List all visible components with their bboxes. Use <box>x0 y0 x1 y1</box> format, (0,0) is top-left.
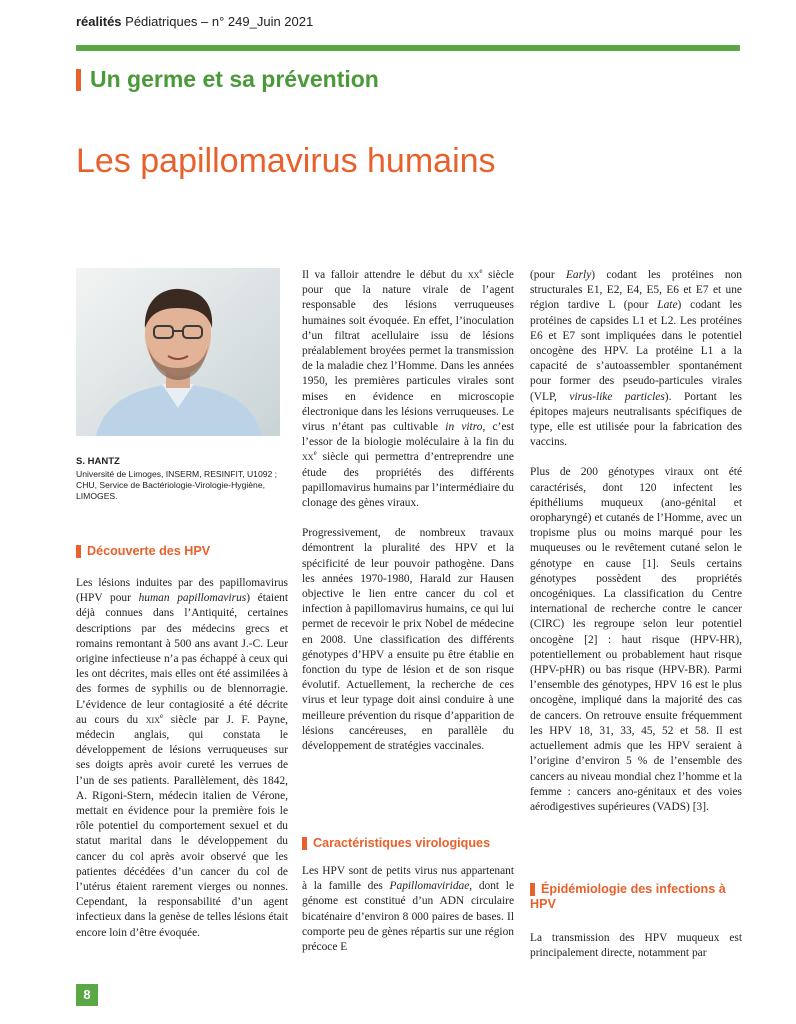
rubric-label: Un germe et sa prévention <box>90 66 379 92</box>
page-number: 8 <box>76 984 98 1006</box>
author-name: S. HANTZ <box>76 456 120 467</box>
author-photo <box>76 268 280 436</box>
paragraph: Les HPV sont de petits virus nus appartenant à la famille des Papillomaviridae, dont le génome est constitué d’un ADN circulaire bicaténaire d’environ 8 000 paires de bases. Il comporte peu de gènes répartis sur une région précoce E <box>302 865 515 954</box>
section-heading-decouverte: Découverte des HPV <box>76 544 288 559</box>
section-marker <box>302 837 307 850</box>
column-3 <box>530 268 742 815</box>
journal-name: réalités <box>76 14 122 29</box>
paragraph: Les lésions induites par des papillomavirus (HPV pour human papillomavirus) étaient déjà connues dans l’Antiquité, certaines descriptions par des médecins grecs et romains remontant à 500 ans avant J.-C. Leur origine infectieuse n’a pas échappé à ceux qui les ont décrites, mais elles ont été assimilées à des formes de syphilis ou de blennorragie. L’évidence de leur contagiosité a été décrite au cours du xix$^e$ siècle par J. F. Payne, médecin anglais, qui constata le développement de lésions verruqueuses sur ses doigts après avoir cureté les verrues de l’un de ses patients. Parallèlement, dès 1842, A. Rigoni-Stern, médecin italien de Vérone, mettait en évidence pour la première fois le rôle potentiel du comportement sexuel et du statut marital dans le développement du cancer du col après avoir observé que les patientes décédées d’un cancer du col de l’utérus étaient rarement vierges ou nonnes. Cependant, la responsabilité d’un agent infectieux dans la genèse de telles lésions était encore loin d’être évoquée. <box>76 577 289 939</box>
section-marker <box>76 545 81 558</box>
paragraph: (pour Early) codant les protéines non structurales E1, E2, E4, E5, E6 et E7 et une région tardive L (pour Late) codant les protéines de capsides L1 et L2. Les protéines E6 et E7 sont impliquées dans le potentiel oncogène des HPV. La protéine L1 a la capacité de s’autoassembler spontanément pour former des pseudo-particules virales (VLP, virus-like particles). Portant les épitopes majeurs neutralisants spécifiques de type, elle est utilisée pour la fabrication des vaccins. <box>530 269 742 449</box>
paragraph: La transmission des HPV muqueux est principalement directe, notamment par <box>530 932 742 960</box>
rubric-marker <box>76 69 81 91</box>
article-title: Les papillomavirus humains <box>76 142 496 180</box>
section-marker <box>530 883 535 896</box>
section-heading-epidemiologie: Épidémiologie des infections à HPV <box>530 882 726 911</box>
column-2-bottom <box>302 864 514 955</box>
running-head <box>76 14 313 29</box>
column-2 <box>302 268 514 754</box>
section-heading-caracteristiques: Caractéristiques virologiques <box>302 836 514 851</box>
column-3-bottom <box>530 931 742 961</box>
paragraph: Progressivement, de nombreux travaux démontrent la pluralité des HPV et la spécificité de leur pouvoir pathogène. Dans les années 1970-1980, Harald zur Hausen objective le lien entre cancer du col et infection à papillomavirus humains, ce qui lui permet de recevoir le prix Nobel de médecine en 2008. Une classification des différents génotypes d’HPV a ensuite pu être établie en fonction du type de lésion et de son risque évolutif. Actuellement, la recherche de ces virus et leur typage doit ainsi conduire à une meilleure prévention du risque d’apparition de lésions cancéreuses, en parallèle du développement de stratégies vaccinales. <box>302 527 514 753</box>
column-1 <box>76 576 288 941</box>
author-block <box>76 456 286 502</box>
author-affiliation-1: Université de Limoges, INSERM, RESINFIT, U1092 ; <box>76 469 278 479</box>
paragraph: Il va falloir attendre le début du $xx^e$ siècle pour que la nature virale de l’agent responsable des lésions verruqueuses humaines soit évoquée. En effet, l’inoculation d’un filtrat acellulaire issu de lésions préalablement broyées permet la transmission de la maladie chez l’Homme. Dans les années 1950, les premières particules virales sont mises en évidence en microscopie électronique dans les lésions verruqueuses. Le virus n’étant pas cultivable in vitro, c’est l’essor de la biologie moléculaire à la fin du $xx^e$ siècle qui permettra d’entreprendre une étude des propriétés des différents papillomavirus humains par l’intermédiaire du clonage des gènes viraux. <box>302 267 514 510</box>
rubric <box>76 66 379 93</box>
header-rule <box>76 45 740 51</box>
author-affiliation-2: CHU, Service de Bactériologie-Virologie-Hygiène, LIMOGES. <box>76 480 265 501</box>
paragraph: Plus de 200 génotypes viraux ont été caractérisés, dont 120 infectent les épithéliums muqueux (ano-génital et oropharyngé) et cutanés de l’Homme, avec un tropisme plus ou moins marqué pour les muqueuses ou le revêtement cutané selon le génotype en cause [1]. Seuls certains génotypes possèdent des propriétés oncogéniques. La classification du Centre international de recherche contre le cancer (CIRC) les regroupe selon leur potentiel oncogène [2] : haut risque (HPV-HR), potentiellement ou probablement haut risque (HPV-pHR) ou bas risque (HPV-BR). Parmi l’ensemble des génotypes, HPV 16 est le plus oncogène, impliqué dans la majorité des cas de cancers. On retrouve ensuite fréquemment les HPV 18, 31, 33, 45, 52 et 58. Il est actuellement admis que les HPV seraient à l’origine d’environ 5 % de l’ensemble des cancers au niveau mondial chez l’homme et la femme : cancers ano-génitaux et des voies aérodigestives supérieures (VADS) [3]. <box>530 466 742 813</box>
issue-info: Pédiatriques – n° 249_Juin 2021 <box>121 14 314 29</box>
